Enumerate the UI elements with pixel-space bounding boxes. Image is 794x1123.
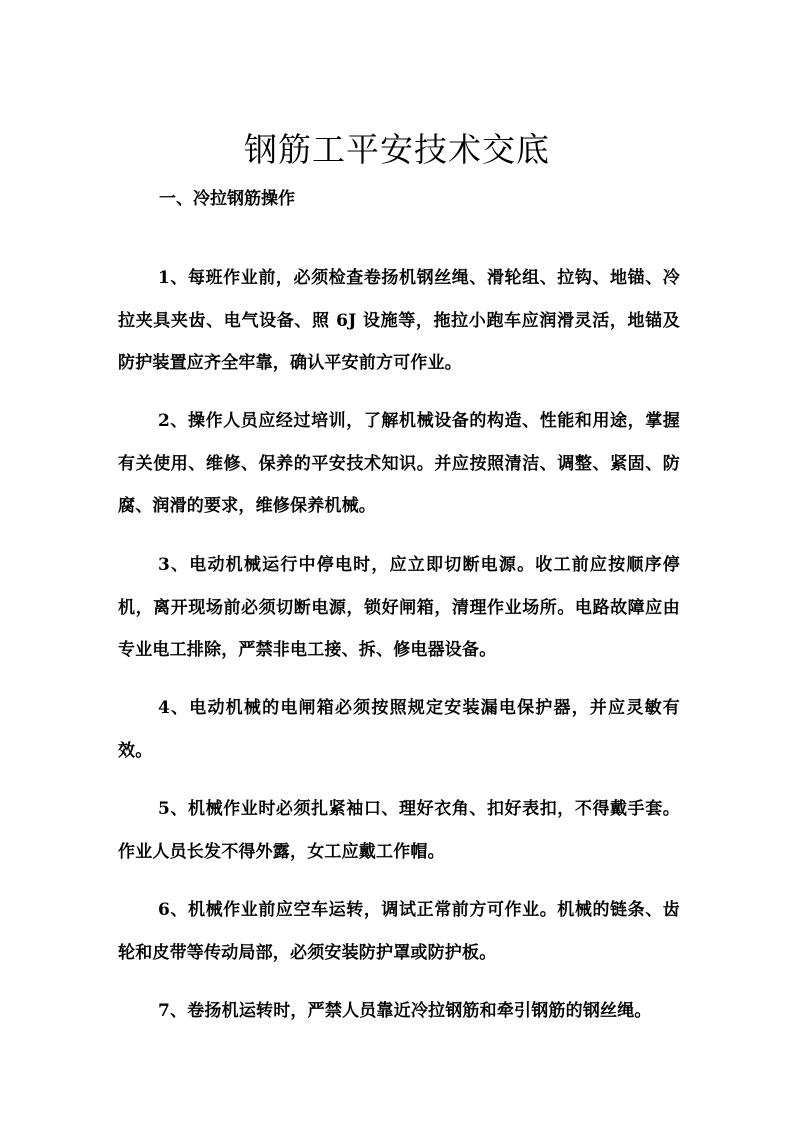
paragraph-2: 2、操作人员应经过培训，了解机械设备的构造、性能和用途，掌握有关使用、维修、保养的平安技术知识。并应按照清洁、调整、紧固、防腐、润滑的要求，维修保养机械。 <box>118 411 680 516</box>
document-title: 钢筋工平安技术交底 <box>244 130 550 170</box>
paragraph-1: 1、每班作业前，必须检查卷扬机钢丝绳、滑轮组、拉钩、地锚、冷拉夹具夹齿、电气设备、照 6J 设施等，拖拉小跑车应润滑灵活，地锚及防护装置应齐全牢靠，确认平安前方可作业。 <box>118 268 680 373</box>
paragraph-6: 6、机械作业前应空车运转，调试正常前方可作业。机械的链条、齿轮和皮带等传动局部，必须安装防护罩或防护板。 <box>118 900 680 963</box>
paragraph-3: 3、电动机械运行中停电时，应立即切断电源。收工前应按顺序停机，离开现场前必须切断电源，锁好闸箱，清理作业场所。电路故障应由专业电工排除，严禁非电工接、拆、修电器设备。 <box>118 555 680 660</box>
paragraph-7: 7、卷扬机运转时，严禁人员靠近冷拉钢筋和牵引钢筋的钢丝绳。 <box>158 1001 652 1021</box>
paragraph-4: 4、电动机械的电闸箱必须按照规定安装漏电保护器，并应灵敏有效。 <box>118 698 680 761</box>
section-heading: 一、冷拉钢筋操作 <box>159 189 295 209</box>
paragraph-5: 5、机械作业时必须扎紧袖口、理好衣角、扣好表扣，不得戴手套。作业人员长发不得外露，女工应戴工作帽。 <box>118 799 680 862</box>
